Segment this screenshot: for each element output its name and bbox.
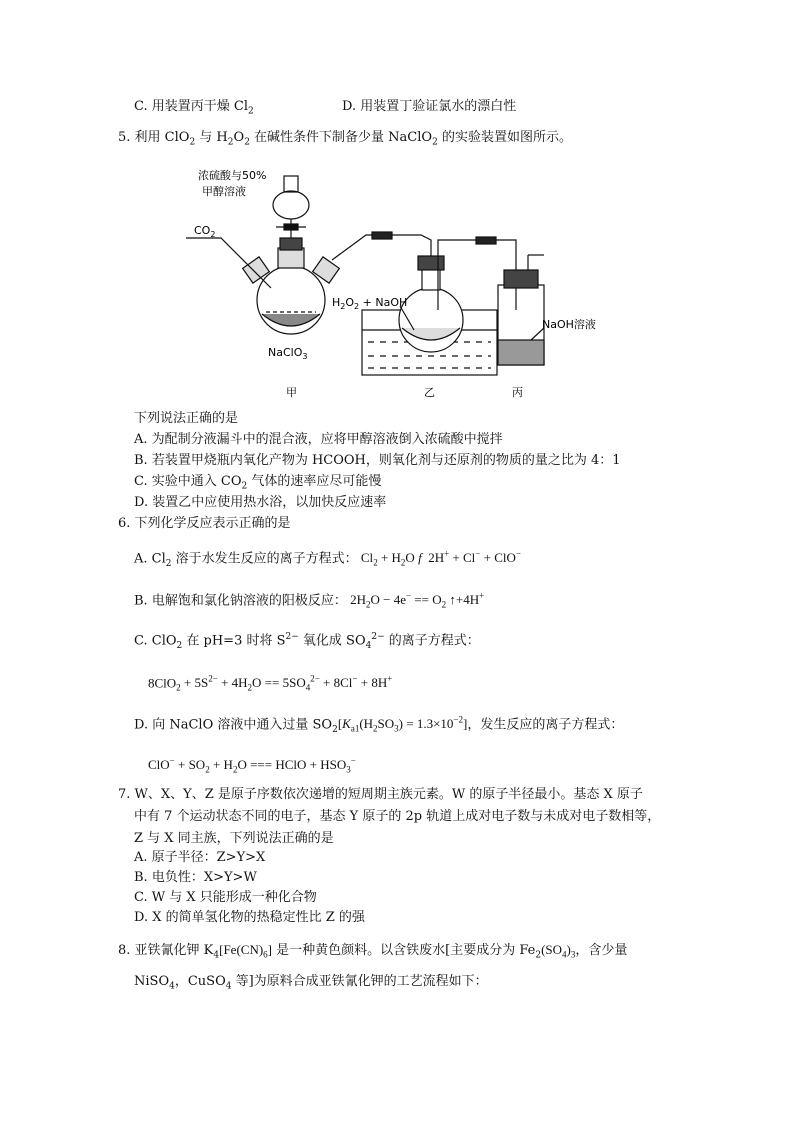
q7-option-a: A. 原子半径：Z>Y>X: [134, 850, 266, 865]
q7-stem-line1: 7. W、X、Y、Z 是原子序数依次递增的短周期主族元素。W 的原子半径最小。基态 X 原子: [118, 787, 643, 802]
q7-stem-line3: Z 与 X 同主族，下列说法正确的是: [134, 831, 334, 846]
q5-option-a: A. 为配制分液漏斗中的混合液，应将甲醇溶液倒入浓硫酸中搅拌: [134, 432, 503, 447]
label-h2o2-naoh: $H_2O_2$ + NaOH: [332, 296, 408, 311]
q8-stem-line1: 8. 亚铁氰化钾 $K_4[Fe(CN)_6]$ 是一种黄色颜料。以含铁废水[主要成分为 $Fe_2(SO_4)_3$，含少量: [118, 942, 628, 961]
q6-option-d-equation: $ClO^- + SO_2 + H_2O$ === HClO + $HSO_3^-$: [148, 756, 356, 775]
q7-option-d: D. X 的简单氢化物的热稳定性比 Z 的强: [134, 910, 365, 925]
caption-jia: 甲: [286, 386, 297, 399]
q6-stem: 6. 下列化学反应表示正确的是: [118, 516, 291, 531]
q6-option-d: D. 向 NaClO 溶液中通入过量 $SO_2[K_{a1}(H_2SO_3) = 1.3\times 10^{-2}]$，发生反应的离子方程式：: [134, 715, 624, 735]
label-naoh-solution: NaOH溶液: [542, 318, 596, 331]
q5-option-d: D. 装置乙中应使用热水浴，以加快反应速率: [134, 495, 387, 510]
q6-option-b: B. 电解饱和氯化钠溶液的阳极反应： $2H_2O - 4e^- == O_2$ ↑+4H+: [134, 591, 485, 610]
q6-option-a: A. $Cl_2$ 溶于水发生反应的离子方程式： $Cl_2 + H_2O$ f 2H+ + Cl− + ClO−: [134, 549, 521, 569]
caption-yi: 乙: [424, 386, 435, 399]
q4-option-c: C. 用装置丙干燥 $Cl_2$: [134, 99, 254, 117]
q5-option-b: B. 若装置甲烧瓶内氧化产物为 HCOOH，则氧化剂与还原剂的物质的量之比为 4：1: [134, 453, 621, 468]
label-naclo3: NaClO$_3$: [268, 346, 308, 361]
q5-option-c: C. 实验中通入 $CO_2$ 气体的速率应尽可能慢: [134, 474, 382, 492]
q5-prompt: 下列说法正确的是: [134, 411, 239, 426]
q8-stem-line2: NiSO$_4$，CuSO$_4$ 等]为原料合成亚铁氰化钾的工艺流程如下：: [134, 974, 488, 992]
caption-bing: 丙: [512, 386, 523, 399]
label-co2: $CO_2$: [194, 224, 216, 239]
label-funnel-2: 甲醇溶液: [202, 185, 246, 198]
q7-option-c: C. W 与 X 只能形成一种化合物: [134, 890, 317, 905]
q7-stem-line2: 中有 7 个运动状态不同的电子，基态 Y 原子的 2p 轨道上成对电子数与未成对电子数相等，: [134, 809, 661, 824]
apparatus-figure: [186, 160, 596, 410]
q5-stem: 5. 利用 ClO$_2$ 与 $H_2O_2$ 在碱性条件下制备少量 NaClO$_2$ 的实验装置如图所示。: [118, 130, 572, 148]
label-funnel-1: 浓硫酸与50%: [198, 169, 267, 182]
q7-option-b: B. 电负性：X>Y>W: [134, 870, 257, 885]
q4-option-d: D. 用装置丁验证氯水的漂白性: [342, 99, 517, 114]
q6-option-c-equation: $8ClO_2 + 5S^{2-} + 4H_2O == 5SO_4^{2-} + 8Cl^- + 8H^+$: [148, 674, 393, 693]
q6-option-c: C. ClO$_2$ 在 pH=3 时将 $S^{2-}$ 氧化成 $SO_4^{2-}$ 的离子方程式：: [134, 632, 480, 651]
